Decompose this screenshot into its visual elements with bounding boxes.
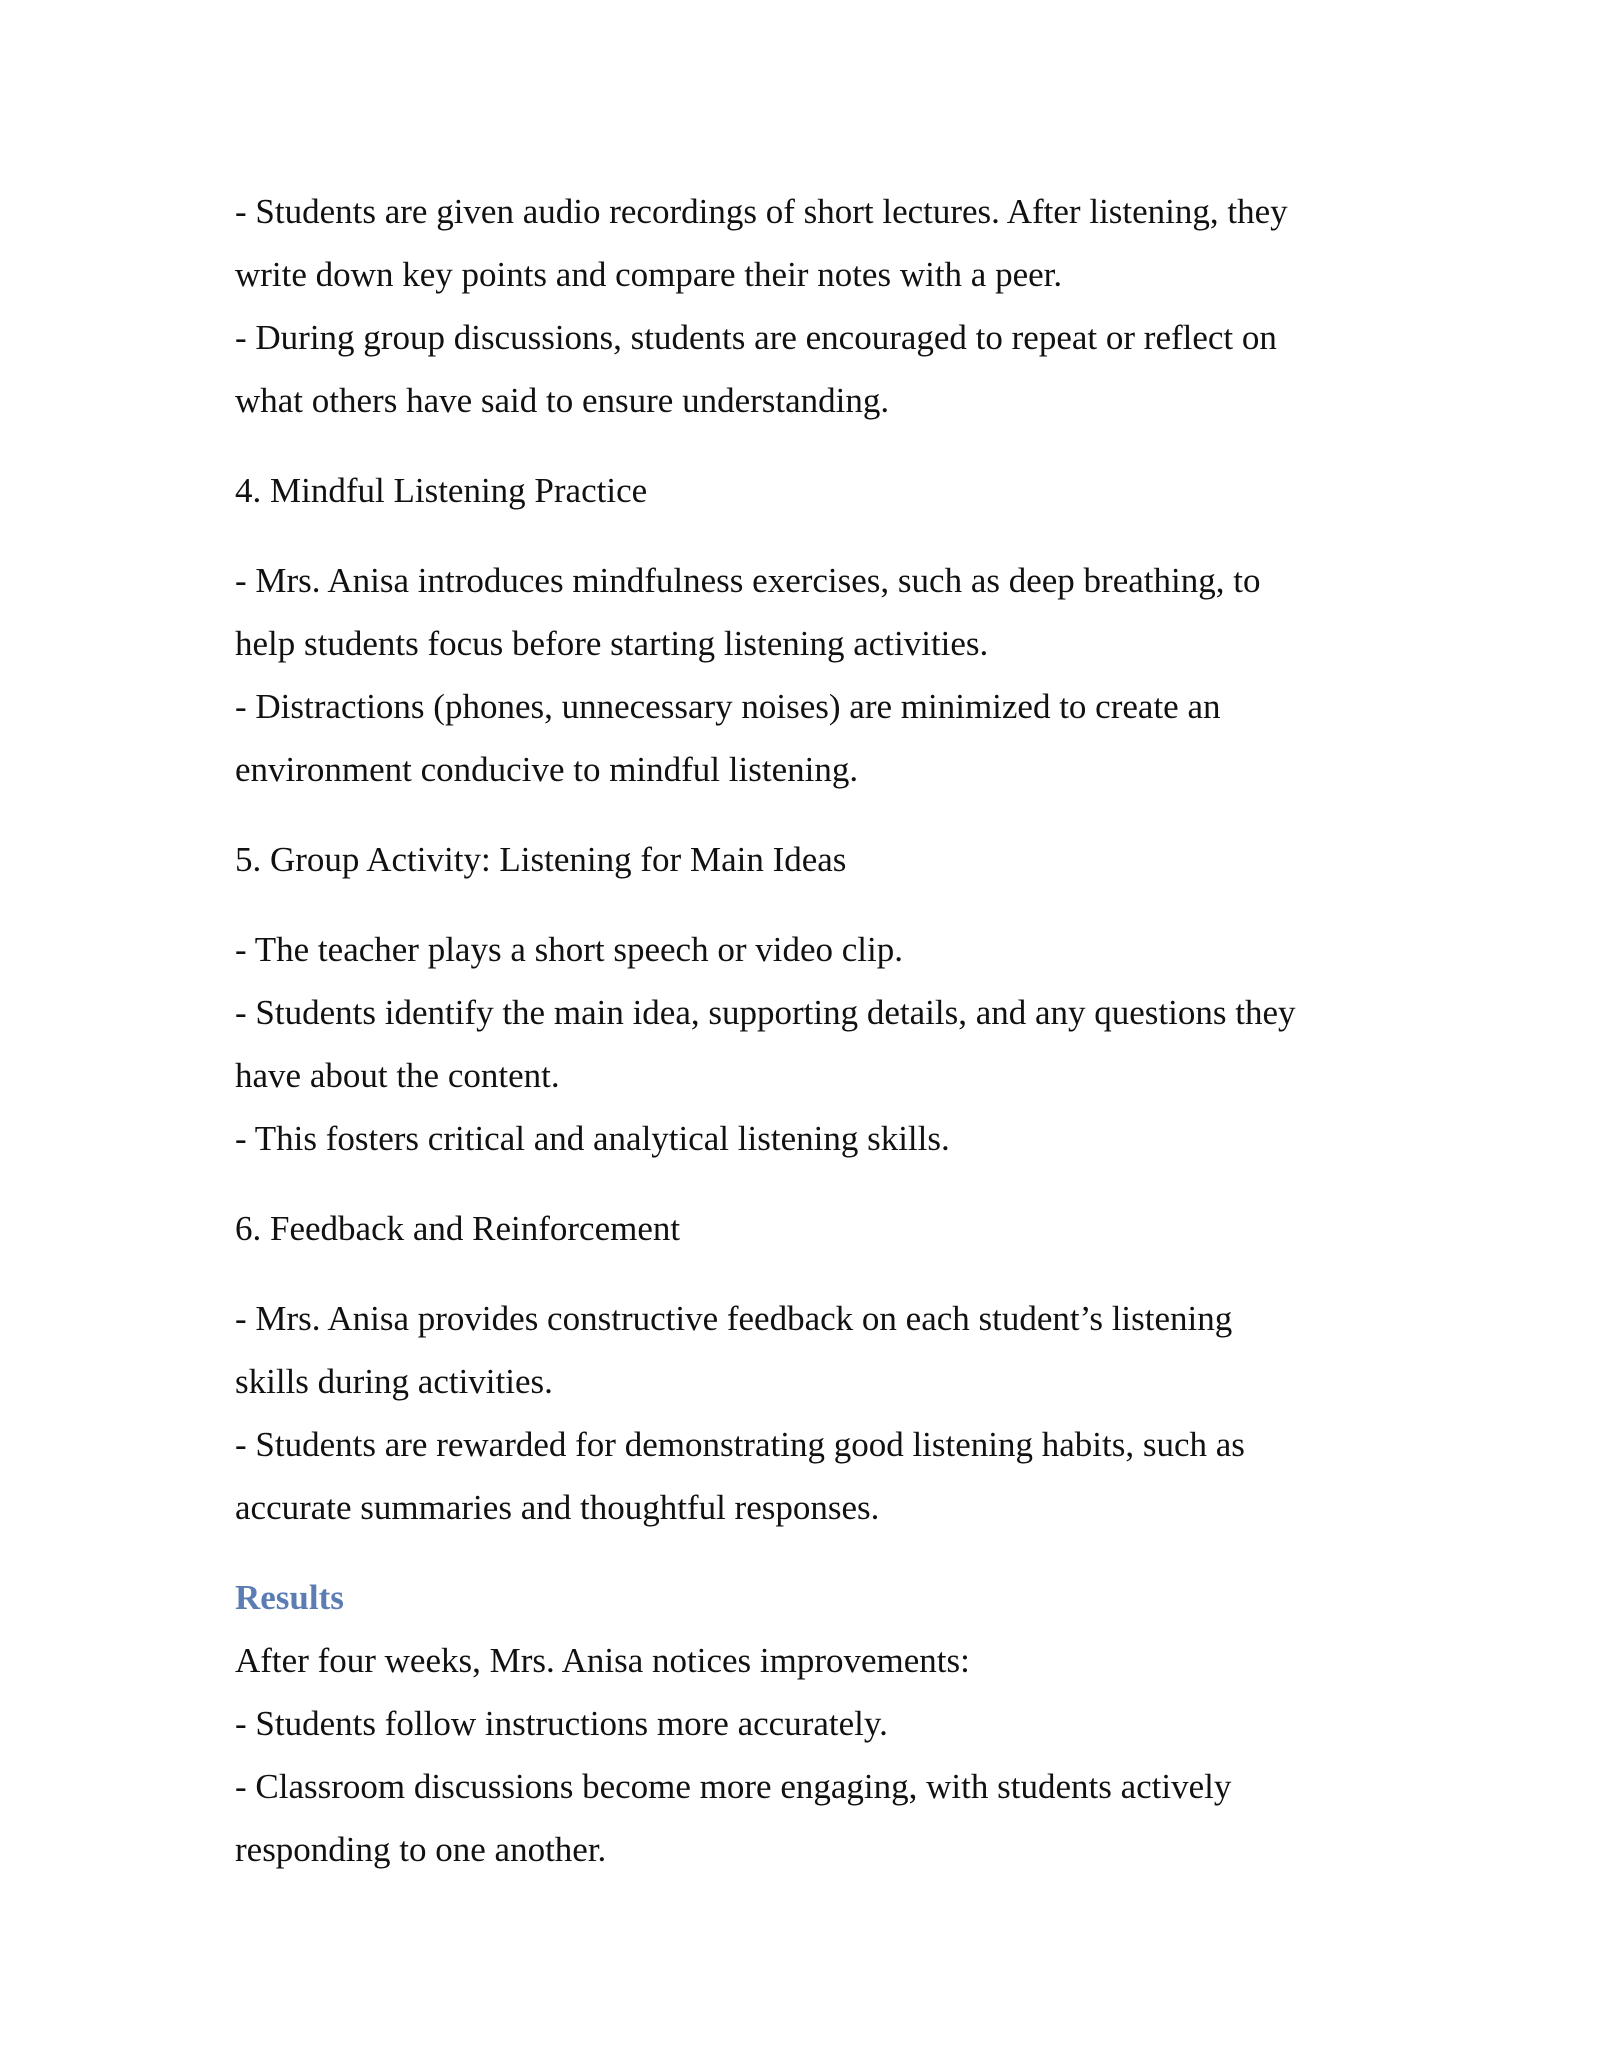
results-heading: Results — [235, 1578, 344, 1617]
text-line: have about the content. — [235, 1056, 560, 1095]
text-line: - The teacher plays a short speech or video clip. — [235, 930, 903, 969]
text-line: - This fosters critical and analytical listening skills. — [235, 1119, 950, 1158]
text-line: skills during activities. — [235, 1362, 553, 1401]
intro-paragraph — [235, 180, 1365, 432]
text-line: - Mrs. Anisa introduces mindfulness exercises, such as deep breathing, to — [235, 561, 1261, 600]
section-body-feedback — [235, 1287, 1365, 1539]
section-heading-mindful-listening: 4. Mindful Listening Practice — [235, 471, 648, 510]
section-heading-group-activity: 5. Group Activity: Listening for Main Ideas — [235, 840, 847, 879]
text-line: - Distractions (phones, unnecessary noises) are minimized to create an — [235, 687, 1221, 726]
text-line: - Mrs. Anisa provides constructive feedback on each student’s listening — [235, 1299, 1233, 1338]
text-line: accurate summaries and thoughtful responses. — [235, 1488, 880, 1527]
text-line: After four weeks, Mrs. Anisa notices improvements: — [235, 1641, 970, 1680]
text-line: what others have said to ensure understanding. — [235, 381, 890, 420]
text-line: write down key points and compare their notes with a peer. — [235, 255, 1063, 294]
text-line: - During group discussions, students are encouraged to repeat or reflect on — [235, 318, 1277, 357]
section-body-mindful-listening — [235, 549, 1365, 801]
text-line: help students focus before starting listening activities. — [235, 624, 989, 663]
section-body-group-activity — [235, 918, 1365, 1170]
text-line: - Classroom discussions become more engaging, with students actively — [235, 1767, 1232, 1806]
text-line: responding to one another. — [235, 1830, 607, 1869]
text-line: - Students identify the main idea, supporting details, and any questions they — [235, 993, 1296, 1032]
text-line: - Students are rewarded for demonstrating good listening habits, such as — [235, 1425, 1245, 1464]
text-line: environment conducive to mindful listening. — [235, 750, 859, 789]
section-heading-feedback: 6. Feedback and Reinforcement — [235, 1209, 681, 1248]
text-line: - Students follow instructions more accurately. — [235, 1704, 888, 1743]
text-line: - Students are given audio recordings of short lectures. After listening, they — [235, 192, 1288, 231]
document-body — [235, 180, 1365, 1881]
results-body — [235, 1629, 1365, 1881]
